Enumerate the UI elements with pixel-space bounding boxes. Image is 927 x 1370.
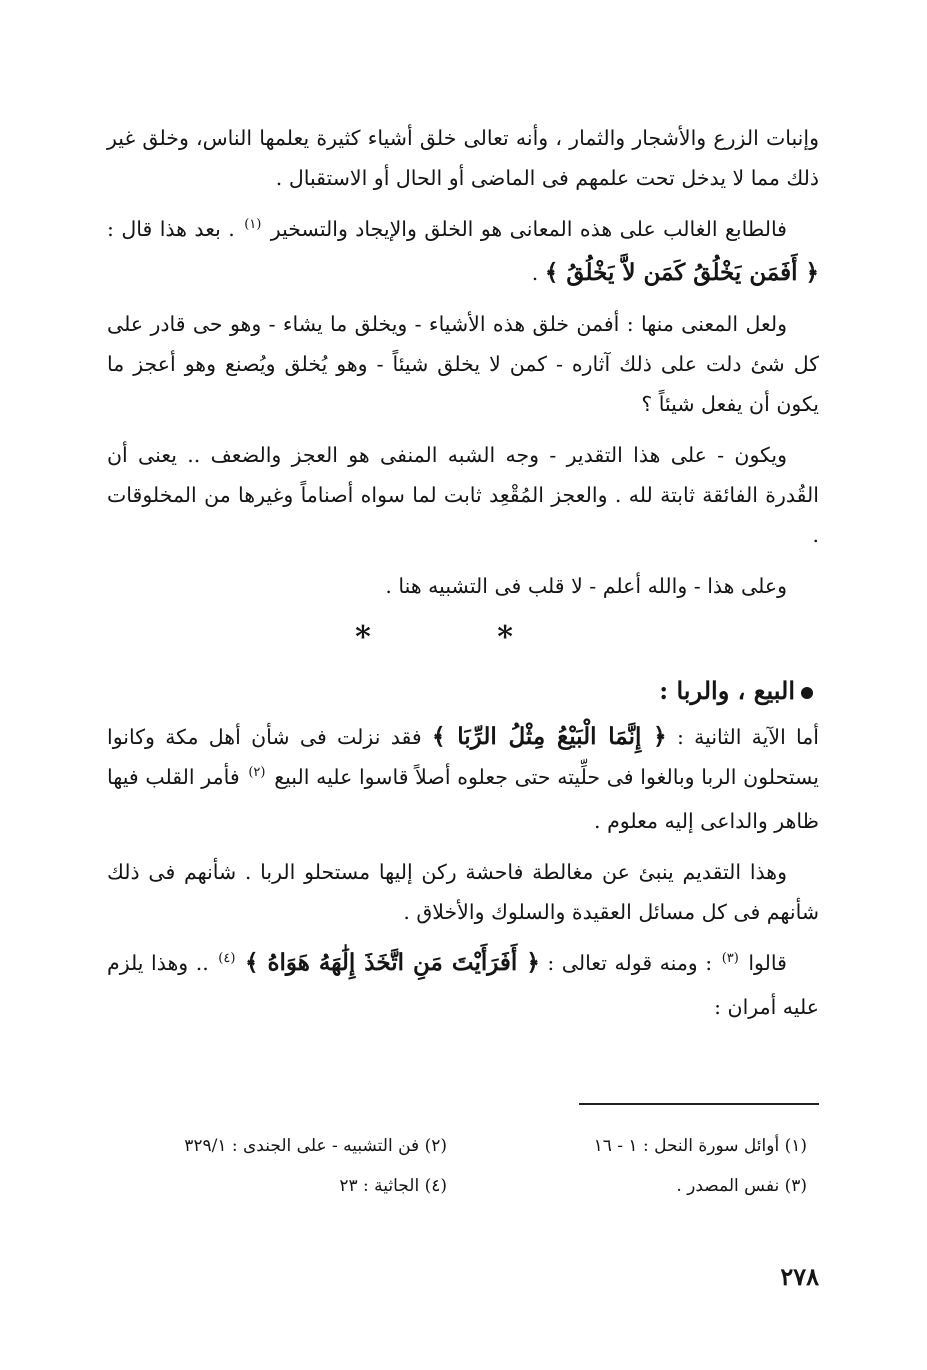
main-text [107,118,819,1038]
paragraph-8-text-a: قالوا [748,951,787,975]
paragraph-1 [107,118,819,198]
footnote-ref-3: (٣) [721,951,739,966]
section-heading [107,671,819,711]
section-heading-text: البيع ، والربا : [659,676,795,705]
paragraph-6-text-c: فأمر القلب فيها ظاهر والداعى إليه معلوم . [107,765,819,833]
paragraph-3-text: ولعل المعنى منها : أفمن خلق هذه الأشياء - ويخلق ما يشاء - وهو حى قادر على كل شئ دلت على ذلك آثاره - كمن لا يخلق شيئاً - وهو يُخلق ويُصنع وهو أعجز ما يكون أن يفعل شيئاً ؟ [107,312,819,416]
paragraph-4-text: ويكون - على هذا التقدير - وجه الشبه المنفى هو العجز والضعف .. يعنى أن القُدرة الفائقة ثابتة لله . والعجز المُقْعِد ثابت لما سواه أصناماً وغيرها من المخلوقات . [107,443,819,547]
footnote-2: (٢) فن التشبيه - على الجندى : ٣٢٩/١ [184,1136,447,1156]
quran-verse-3: ﴿ أَفَرَأَيْتَ مَنِ اتَّخَذَ إِلَٰهَهُ هَوَاهُ ﴾ [244,949,540,976]
paragraph-7-text: وهذا التقديم ينبئ عن مغالطة فاحشة ركن إليها مستحلو الربا . شأنهم فى ذلك شأنهم فى كل مسائل العقيدة والسلوك والأخلاق . [107,860,819,924]
paragraph-2-text-a: فالطابع الغالب على هذه المعانى هو الخلق والإيجاد والتسخير [270,217,787,241]
footnote-divider [579,1103,819,1105]
quran-verse-1: ﴿ أَفَمَن يَخْلُقُ كَمَن لاَّ يَخْلُقُ ﴾ [544,259,819,286]
paragraph-5-text: وعلى هذا - والله أعلم - لا قلب فى التشبيه هنا . [385,574,787,598]
paragraph-2 [107,209,819,293]
paragraph-8-text-b: : ومنه قوله تعالى : [547,951,713,975]
paragraph-5 [107,566,819,606]
paragraph-6-text-a: أما الآية الثانية : [676,725,819,749]
paragraph-3 [107,304,819,424]
quran-verse-2: ﴿ إِنَّمَا الْبَيْعُ مِثْلُ الرِّبَا ﴾ [431,723,667,750]
paragraph-6 [107,717,819,841]
footnote-1: (١) أوائل سورة النحل : ١ - ١٦ [593,1136,807,1156]
paragraph-7 [107,852,819,932]
paragraph-6-text-b: فقد نزلت فى شأن أهل مكة وكانوا يستحلون الربا وبالغوا فى حلِّيته حتى جعلوه أصلاً قاسوا عليه البيع [107,725,819,789]
bullet-icon [801,687,813,699]
paragraph-4 [107,435,819,555]
footnote-3: (٣) نفس المصدر . [676,1176,807,1196]
paragraph-2-end: . [531,261,539,285]
footnote-ref-1: (١) [244,217,262,232]
paragraph-1-text: وإنبات الزرع والأشجار والثمار ، وأنه تعالى خلق أشياء كثيرة يعلمها الناس، وخلق غير ذلك مما لا يدخل تحت علمهم فى الماضى أو الحال أو الاستقبال . [107,126,819,190]
footnote-ref-4: (٤) [218,951,236,966]
page-number: ٢٧٨ [780,1262,819,1291]
footnote-ref-2: (٢) [248,765,266,780]
section-divider: * * [355,620,571,655]
paragraph-2-text-b: . بعد هذا قال : [107,217,235,241]
footnote-4: (٤) الجاثية : ٢٣ [339,1176,447,1196]
paragraph-8-text-c: .. وهذا يلزم عليه أمران : [107,951,819,1019]
paragraph-8 [107,943,819,1027]
